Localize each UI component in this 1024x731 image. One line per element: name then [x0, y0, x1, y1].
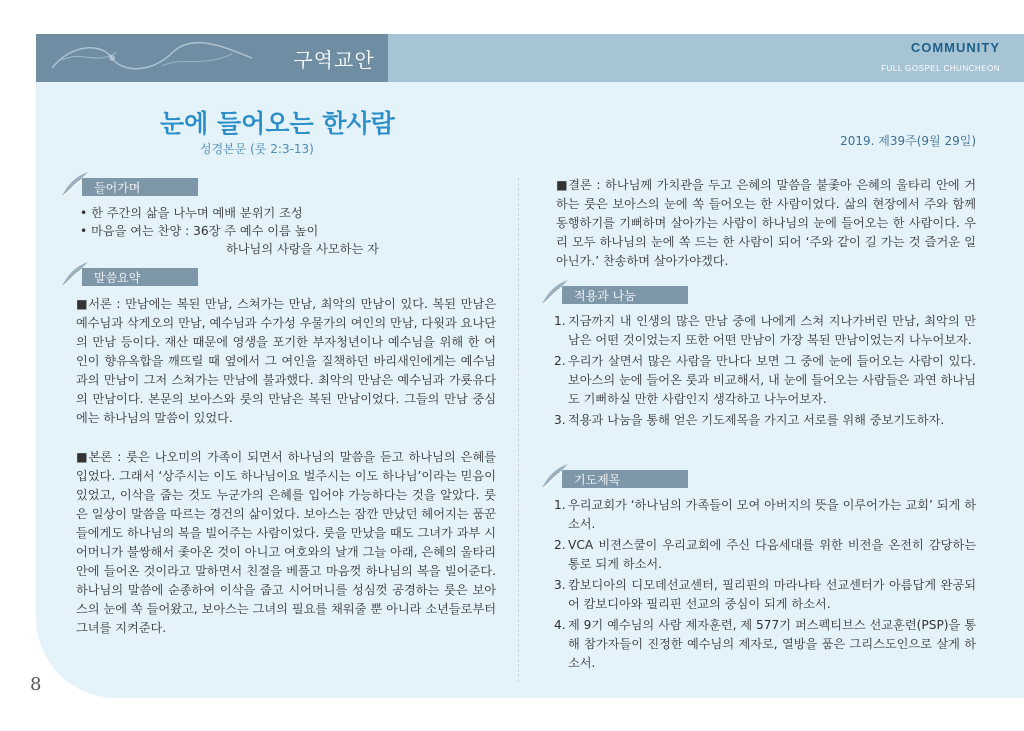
- intro-item: • 한 주간의 삶을 나누며 예배 분위기 조성: [80, 206, 303, 220]
- list-item: 3. 캄보디아의 디모데선교센터, 필리핀의 마라나타 선교센터가 아름답게 완공되어 캄보디아와 필리핀 선교의 중심이 되게 하소서.: [554, 578, 976, 611]
- list-item: 1. 우리교회가 ‘하나님의 가족들이 모여 아버지의 뜻을 이루어가는 교회’ 되게 하소서.: [554, 498, 976, 531]
- section-label: 기도제목: [574, 473, 621, 487]
- column-divider: [518, 178, 519, 682]
- header-left-band: [36, 34, 388, 82]
- page-number: 8: [30, 674, 42, 695]
- flourish-ornament-icon: [42, 38, 262, 78]
- section-header-summary: [60, 266, 198, 286]
- header-right-band: [388, 34, 1024, 82]
- church-name: FULL GOSPEL CHUNCHEON: [881, 64, 1000, 73]
- list-item: 2. VCA 비젼스쿨이 우리교회에 주신 다음세대를 위한 비전을 온전히 감당하는 통로 되게 하소서.: [554, 538, 976, 571]
- summary-conclusion-paragraph: ■결론 : 하나님께 가치관을 두고 은혜의 말씀을 붙좇아 은혜의 울타리 안에 거하는 룻은 보아스의 눈에 쏙 들어오는 한 사람이었다. 삶의 현장에서 주와 함께 동행하기를 기뻐하며 살아가는 사람이 하나님의 눈에 들어오는 한 사람이다. 우리 모두 하나님의 눈에 쏙 드는 한 사람이 되어 ‘주와 같이 길 가는 것 즐거운 일 아닌가.’ 찬송하며 살아가야겠다.: [556, 178, 976, 268]
- intro-item: 하나님의 사랑을 사모하는 자: [226, 242, 379, 256]
- section-label: 들어가며: [94, 181, 141, 195]
- scripture-reference: 성경본문 (룻 2:3-13): [200, 142, 314, 156]
- list-item: 4. 제 9기 예수님의 사람 제자훈련, 제 577기 퍼스펙티브스 선교훈련(PSP)을 통해 참가자들이 진정한 예수님의 제자로, 열방을 품은 그리스도인으로 살게 하소서.: [554, 618, 976, 670]
- prayer-list: [554, 496, 976, 673]
- lesson-title: 눈에 들어오는 한사람: [160, 109, 395, 138]
- lesson-date: 2019. 제39주(9월 29일): [840, 134, 976, 148]
- application-list: [554, 312, 976, 430]
- section-header-prayer: [540, 468, 678, 488]
- section-label: 적용과 나눔: [574, 289, 636, 303]
- section-title: 구역교안: [293, 48, 375, 72]
- section-label: 말씀요약: [94, 271, 141, 285]
- page-header: [36, 34, 1024, 82]
- summary-intro-paragraph: ■서론 : 만남에는 복된 만남, 스쳐가는 만남, 최악의 만남이 있다. 복된 만남은 예수님과 삭게오의 만남, 예수님과 수가성 우물가의 여인의 만남, 다윗과 요나단의 만남 등이다. 재산 때문에 영생을 포기한 부자청년이나 예수님을 위해 한 여인이 향유옥합을 깨뜨릴 때 옆에서 그 여인을 질책하던 바리새인에게는 예수님과의 만남이 그저 스쳐가는 만남에 불과했다. 최악의 만남은 예수님과 가룟유다의 만남이다. 본문의 보아스와 룻의 만남은 복된 만남이었다. 그들의 만남 중심에는 하나님의 말씀이 있었다.: [76, 297, 496, 425]
- section-header-intro: [60, 176, 198, 196]
- section-header-application: [540, 284, 678, 304]
- summary-body-paragraph: ■본론 : 룻은 나오미의 가족이 되면서 하나님의 말씀을 듣고 하나님의 은혜를 입었다. 그래서 ‘상주시는 이도 하나님이요 벌주시는 이도 하나님’이라는 믿음이 있었고, 이삭을 줍는 것도 누군가의 은혜를 입어야 가능하다는 것을 알았다. 룻은 일상이 말씀을 따르는 경건의 삶이었다. 보아스는 잠깐 만났던 헤어지는 품꾼들에게도 하나님의 복을 빌어주는 사람이었다. 룻을 만났을 때도 그녀가 과부 시어머니가 불쌍해서 좇아온 것이 아니고 여호와의 날개 그늘 아래, 은혜의 울타리 안에 들어온 것이라고 말하면서 친절을 베풀고 마음껏 하나님의 복을 빌어준다. 하나님의 말씀에 순종하여 이삭을 줍고 시어머니를 성심껏 공경하는 룻은 보아스의 눈에 쏙 들어왔고, 보아스는 그녀의 필요를 채워줄 뿐 아니라 소년들로부터 그녀를 지켜준다.: [76, 450, 496, 635]
- list-item: 1. 지금까지 내 인생의 많은 만남 중에 나에게 스쳐 지나가버린 만남, 최악의 만남은 어떤 것이었는지 또한 어떤 만남이 가장 복된 만남이었는지 나누어보자.: [554, 314, 976, 347]
- list-item: 2. 우리가 살면서 많은 사람을 만나다 보면 그 중에 눈에 들어오는 사람이 있다. 보아스의 눈에 들어온 룻과 비교해서, 내 눈에 들어오는 사람들은 과연 하나님도 기뻐하실 만한 사람인지 생각하고 나누어보자.: [554, 354, 976, 406]
- intro-item: • 마음을 여는 찬양 : 36장 주 예수 이름 높이: [80, 224, 319, 238]
- list-item: 3. 적용과 나눔을 통해 얻은 기도제목을 가지고 서로를 위해 중보기도하자.: [554, 413, 945, 427]
- brand-label: COMMUNITY: [910, 40, 1000, 55]
